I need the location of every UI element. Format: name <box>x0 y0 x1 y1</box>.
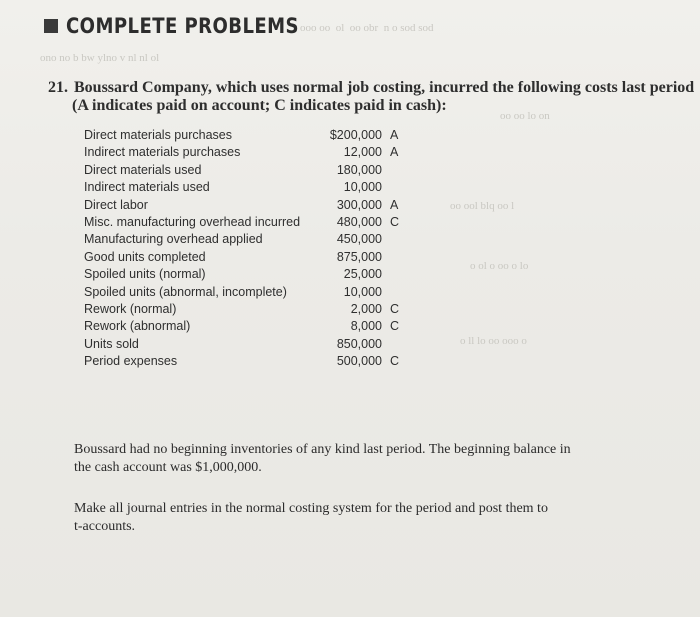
cost-row <box>84 144 424 161</box>
cost-table <box>84 127 424 370</box>
cost-amount: 25,000 <box>343 267 382 282</box>
cost-label: Spoiled units (abnormal, incomplete) <box>84 284 287 299</box>
cost-row <box>84 318 424 335</box>
cost-amount: 500,000 <box>336 354 382 369</box>
payment-flag: C <box>390 214 400 229</box>
cost-label: Manufacturing overhead applied <box>84 232 263 247</box>
cost-amount: 875,000 <box>336 249 382 264</box>
cost-amount: 850,000 <box>336 336 382 351</box>
cost-row <box>84 353 424 370</box>
problem-number: 21. <box>48 79 68 96</box>
cost-row <box>84 179 424 196</box>
paragraph-line: Boussard had no beginning inventories of any kind last period. The beginning balance in <box>74 442 571 457</box>
beginning-balance-paragraph <box>74 441 571 477</box>
paragraph-line: t-accounts. <box>74 519 136 534</box>
problem-statement-line2: (A indicates paid on account; C indicates paid in cash): <box>72 97 447 114</box>
cost-label: Direct labor <box>84 197 148 212</box>
cost-row <box>84 127 424 144</box>
bleed-through-text: oo ool blq oo l <box>450 200 515 212</box>
payment-flag: A <box>390 197 399 212</box>
cost-row <box>84 301 424 318</box>
cost-row <box>84 214 424 231</box>
bleed-through-text: ooo oo ol oo obr n o sod sod <box>300 22 434 34</box>
paragraph-line: Make all journal entries in the normal costing system for the period and post them to <box>74 501 548 516</box>
cost-row <box>84 162 424 179</box>
instructions-paragraph <box>74 500 548 536</box>
bleed-through-text: o ll lo oo ooo o <box>460 335 527 347</box>
payment-flag: C <box>390 319 400 334</box>
cost-label: Direct materials purchases <box>84 128 232 142</box>
cost-row <box>84 336 424 353</box>
cost-amount: 450,000 <box>336 232 382 247</box>
cost-amount: 8,000 <box>350 319 382 334</box>
cost-row <box>84 266 424 283</box>
cost-label: Misc. manufacturing overhead incurred <box>84 214 301 229</box>
cost-row <box>84 284 424 301</box>
cost-label: Rework (abnormal) <box>84 319 191 334</box>
cost-amount: $200,000 <box>329 128 382 142</box>
section-header <box>44 14 337 38</box>
payment-flag: A <box>390 128 399 142</box>
cost-label: Indirect materials purchases <box>84 145 241 160</box>
problem-text: Boussard Company, which uses normal job costing, incurred the following costs last period <box>74 79 695 96</box>
cost-label: Indirect materials used <box>84 180 210 195</box>
cost-label: Good units completed <box>84 249 206 264</box>
cost-amount: 10,000 <box>343 284 382 299</box>
cost-row <box>84 197 424 214</box>
header-square-icon <box>44 19 58 33</box>
cost-label: Period expenses <box>84 354 178 369</box>
cost-amount: 2,000 <box>350 301 382 316</box>
bleed-through-text: oo oo lo on <box>500 110 550 122</box>
cost-label: Direct materials used <box>84 162 202 177</box>
cost-amount: 180,000 <box>336 162 382 177</box>
cost-amount: 12,000 <box>343 145 382 160</box>
bleed-through-text: ono no b bw ylno v nl nl ol <box>40 52 160 64</box>
cost-row <box>84 231 424 248</box>
bleed-through-text: o ol o oo o lo <box>470 260 529 272</box>
cost-amount: 10,000 <box>343 180 382 195</box>
cost-amount: 300,000 <box>336 197 382 212</box>
paragraph-line: the cash account was $1,000,000. <box>74 460 262 475</box>
cost-label: Rework (normal) <box>84 301 177 316</box>
cost-label: Spoiled units (normal) <box>84 267 206 282</box>
cost-amount: 480,000 <box>336 214 382 229</box>
payment-flag: A <box>390 145 399 160</box>
cost-label: Units sold <box>84 336 139 351</box>
cost-row <box>84 249 424 266</box>
payment-flag: C <box>390 354 400 369</box>
problem-statement-line1 <box>48 79 694 97</box>
section-title: COMPLETE PROBLEMS <box>66 14 300 38</box>
payment-flag: C <box>390 301 400 316</box>
